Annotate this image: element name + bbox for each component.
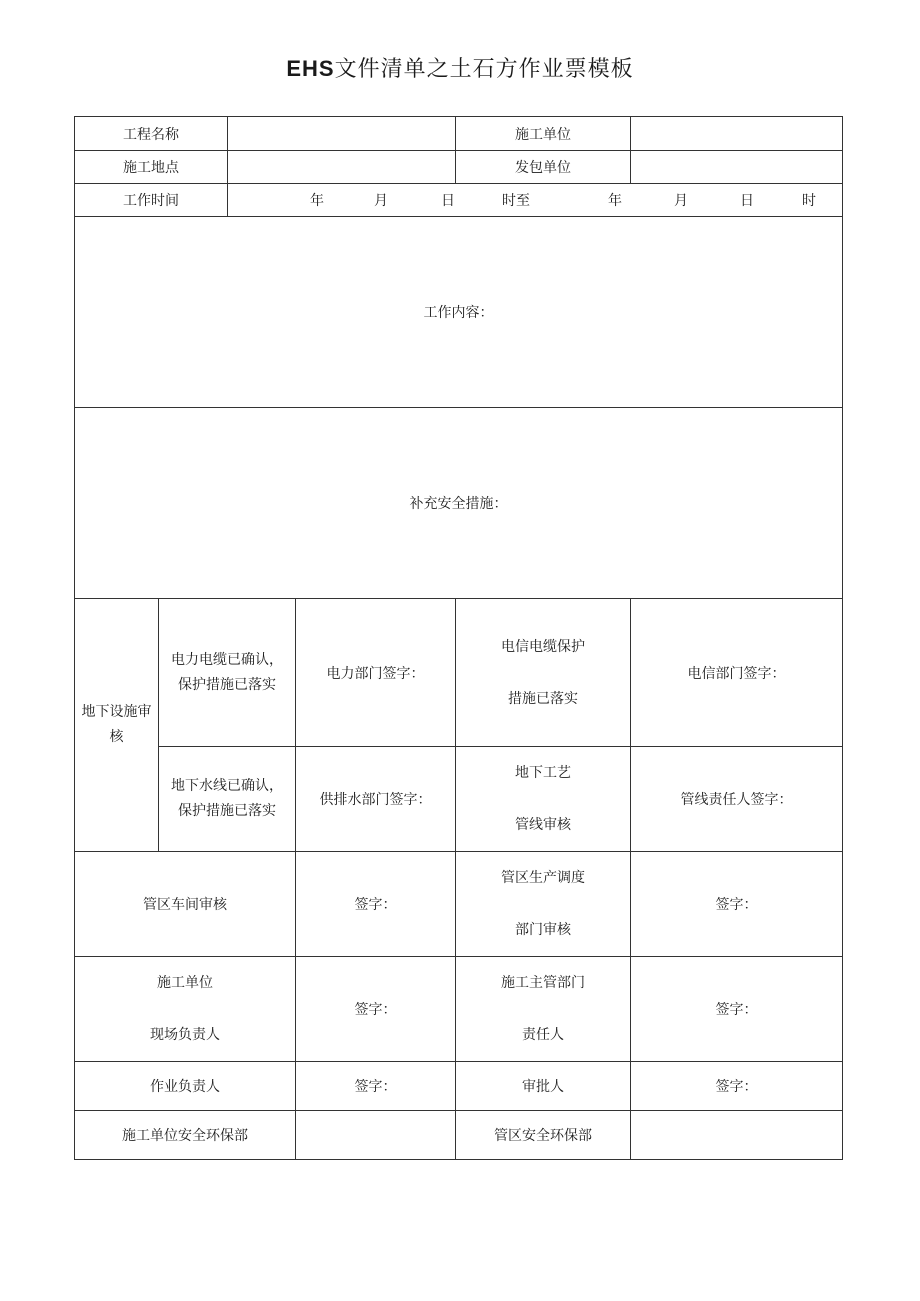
workshop-review-label: 管区车间审核 xyxy=(75,852,296,957)
power-cable-confirmation: 电力电缆已确认， 保护措施已落实 xyxy=(159,599,296,747)
area-ehs-label: 管区安全环保部 xyxy=(456,1111,631,1160)
time-year-2: 年 xyxy=(608,193,622,209)
time-year-1: 年 xyxy=(310,193,324,209)
site-manager-signature[interactable]: 签字： xyxy=(296,957,456,1062)
water-dept-signature[interactable]: 供排水部门签字： xyxy=(296,747,456,852)
dept-head-label: 施工主管部门 责任人 xyxy=(456,957,631,1062)
site-field[interactable] xyxy=(228,151,456,184)
approver-label: 审批人 xyxy=(456,1062,631,1111)
construction-unit-label: 施工单位 xyxy=(456,117,631,151)
title-text: 文件清单之土石方作业票模板 xyxy=(334,57,634,82)
safety-measures-label: 补充安全措施： xyxy=(409,496,508,512)
time-month-1: 月 xyxy=(374,193,388,209)
contracting-unit-field[interactable] xyxy=(631,151,843,184)
project-name-label: 工程名称 xyxy=(75,117,228,151)
page-title xyxy=(0,52,920,83)
site-label: 施工地点 xyxy=(75,151,228,184)
pipeline-owner-signature[interactable]: 管线责任人签字： xyxy=(631,747,843,852)
telecom-cable-confirmation: 电信电缆保护 措施已落实 xyxy=(456,599,631,747)
time-to: 时至 xyxy=(502,193,530,209)
power-dept-signature[interactable]: 电力部门签字： xyxy=(296,599,456,747)
time-day-1: 日 xyxy=(441,193,455,209)
area-ehs-field[interactable] xyxy=(631,1111,843,1160)
time-hour-2: 时 xyxy=(802,193,816,209)
dispatch-review-label: 管区生产调度 部门审核 xyxy=(456,852,631,957)
contractor-ehs-label: 施工单位安全环保部 xyxy=(75,1111,296,1160)
work-leader-label: 作业负责人 xyxy=(75,1062,296,1111)
process-pipeline-review: 地下工艺 管线审核 xyxy=(456,747,631,852)
contracting-unit-label: 发包单位 xyxy=(456,151,631,184)
work-content-label: 工作内容： xyxy=(423,305,494,321)
telecom-dept-signature[interactable]: 电信部门签字： xyxy=(631,599,843,747)
project-name-field[interactable] xyxy=(228,117,456,151)
work-time-label: 工作时间 xyxy=(75,184,228,217)
safety-measures-field[interactable] xyxy=(75,408,843,599)
dispatch-review-signature[interactable]: 签字： xyxy=(631,852,843,957)
work-permit-table xyxy=(74,116,843,1160)
work-leader-signature[interactable]: 签字： xyxy=(296,1062,456,1111)
work-time-field[interactable] xyxy=(228,184,843,217)
contractor-ehs-field[interactable] xyxy=(296,1111,456,1160)
construction-unit-field[interactable] xyxy=(631,117,843,151)
dept-head-signature[interactable]: 签字： xyxy=(631,957,843,1062)
work-content-field[interactable] xyxy=(75,217,843,408)
site-manager-label: 施工单位 现场负责人 xyxy=(75,957,296,1062)
time-month-2: 月 xyxy=(674,193,688,209)
workshop-review-signature[interactable]: 签字： xyxy=(296,852,456,957)
time-day-2: 日 xyxy=(740,193,754,209)
underground-review-label: 地下设施审 核 xyxy=(75,599,159,852)
water-line-confirmation: 地下水线已确认， 保护措施已落实 xyxy=(159,747,296,852)
title-prefix: EHS xyxy=(286,56,335,81)
approver-signature[interactable]: 签字： xyxy=(631,1062,843,1111)
